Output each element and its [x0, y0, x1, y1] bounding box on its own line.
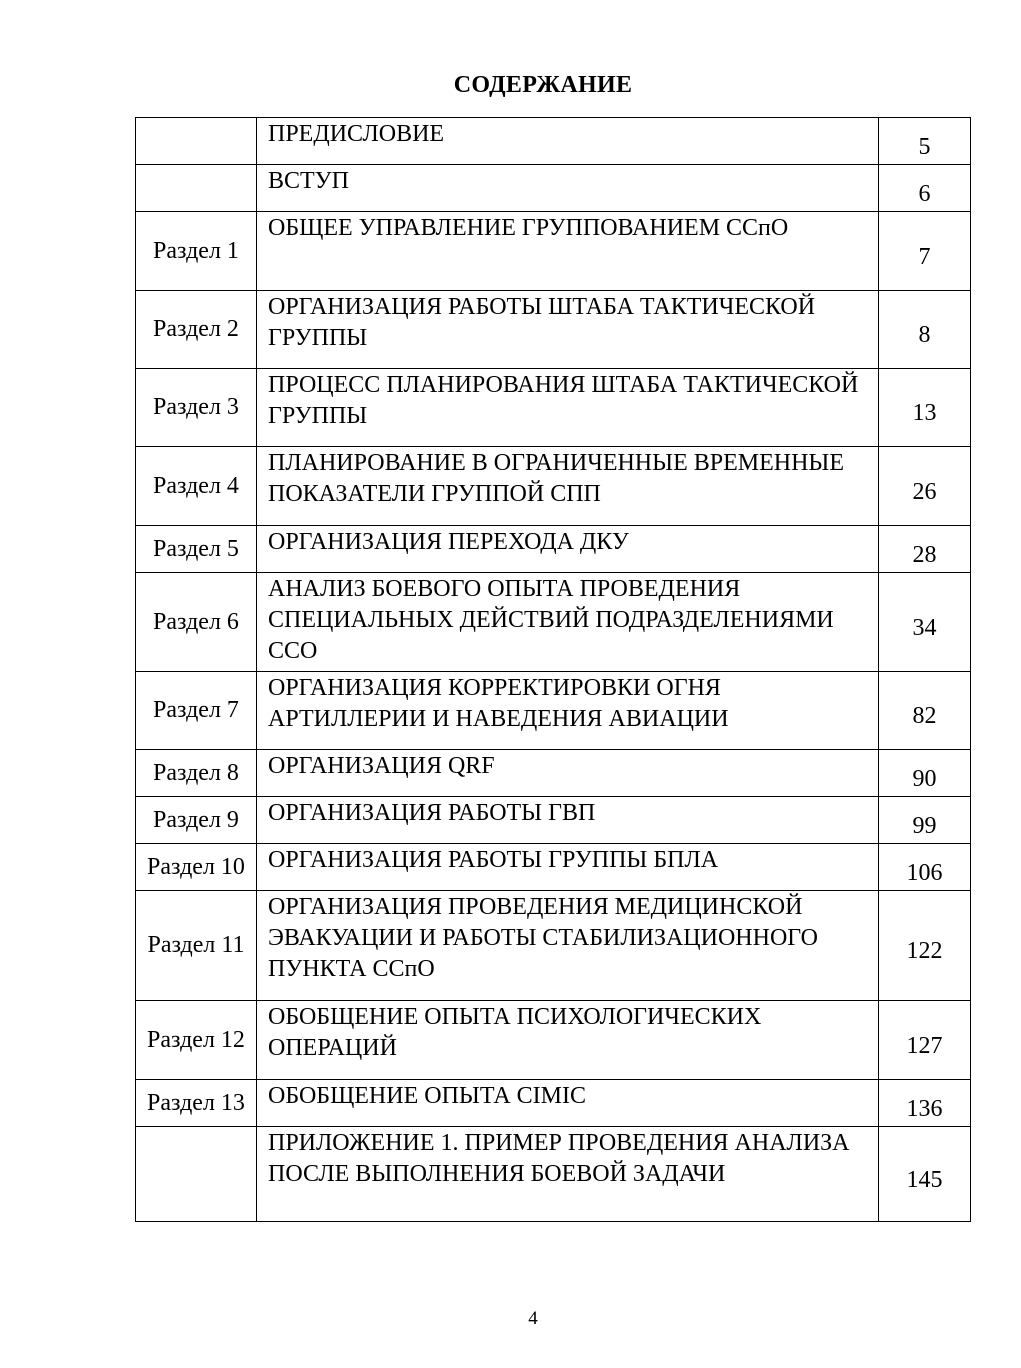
- toc-entry-title: АНАЛИЗ БОЕВОГО ОПЫТА ПРОВЕДЕНИЯ СПЕЦИАЛЬНЫХ ДЕЙСТВИЙ ПОДРАЗДЕЛЕНИЯМИ ССО: [257, 573, 879, 672]
- toc-entry-page: 99: [879, 797, 971, 844]
- table-row: [136, 844, 971, 891]
- section-label: Раздел 13: [136, 1080, 257, 1127]
- table-row: [136, 797, 971, 844]
- toc-entry-title: ОРГАНИЗАЦИЯ ПРОВЕДЕНИЯ МЕДИЦИНСКОЙ ЭВАКУАЦИИ И РАБОТЫ СТАБИЛИЗАЦИОННОГО ПУНКТА ССпО: [257, 891, 879, 1001]
- table-row: [136, 369, 971, 447]
- table-row: [136, 447, 971, 526]
- toc-table: [135, 117, 971, 1222]
- toc-entry-title: ОРГАНИЗАЦИЯ ПЕРЕХОДА ДКУ: [257, 526, 879, 573]
- toc-entry-page: 6: [879, 165, 971, 212]
- section-label: [136, 118, 257, 165]
- section-label: Раздел 9: [136, 797, 257, 844]
- toc-entry-page: 127: [879, 1001, 971, 1080]
- table-row: [136, 526, 971, 573]
- table-row: [136, 1001, 971, 1080]
- toc-entry-page: 13: [879, 369, 971, 447]
- table-row: [136, 118, 971, 165]
- section-label: Раздел 12: [136, 1001, 257, 1080]
- toc-entry-page: 136: [879, 1080, 971, 1127]
- toc-entry-page: 145: [879, 1127, 971, 1222]
- table-row: [136, 1080, 971, 1127]
- toc-entry-title: ОРГАНИЗАЦИЯ QRF: [257, 750, 879, 797]
- toc-entry-title: ОРГАНИЗАЦИЯ РАБОТЫ ГРУППЫ БПЛА: [257, 844, 879, 891]
- section-label: Раздел 3: [136, 369, 257, 447]
- toc-entry-page: 106: [879, 844, 971, 891]
- toc-entry-title: ОБОБЩЕНИЕ ОПЫТА CIMIC: [257, 1080, 879, 1127]
- toc-entry-title: ПРЕДИСЛОВИЕ: [257, 118, 879, 165]
- table-row: [136, 891, 971, 1001]
- toc-entry-page: 7: [879, 212, 971, 291]
- section-label: Раздел 10: [136, 844, 257, 891]
- section-label: Раздел 4: [136, 447, 257, 526]
- toc-entry-page: 8: [879, 291, 971, 369]
- table-row: [136, 165, 971, 212]
- table-row: [136, 750, 971, 797]
- toc-entry-page: 5: [879, 118, 971, 165]
- toc-entry-page: 122: [879, 891, 971, 1001]
- toc-entry-title: ОБЩЕЕ УПРАВЛЕНИЕ ГРУППОВАНИЕМ ССпО: [257, 212, 879, 291]
- toc-entry-page: 26: [879, 447, 971, 526]
- page-number: 4: [528, 1308, 538, 1329]
- section-label: Раздел 1: [136, 212, 257, 291]
- toc-entry-title: ОРГАНИЗАЦИЯ КОРРЕКТИРОВКИ ОГНЯ АРТИЛЛЕРИИ И НАВЕДЕНИЯ АВИАЦИИ: [257, 672, 879, 750]
- toc-entry-title: ПЛАНИРОВАНИЕ В ОГРАНИЧЕННЫЕ ВРЕМЕННЫЕ ПОКАЗАТЕЛИ ГРУППОЙ СПП: [257, 447, 879, 526]
- section-label: Раздел 7: [136, 672, 257, 750]
- toc-entry-page: 34: [879, 573, 971, 672]
- table-row: [136, 672, 971, 750]
- table-row: [136, 291, 971, 369]
- toc-entry-title: ОРГАНИЗАЦИЯ РАБОТЫ ГВП: [257, 797, 879, 844]
- section-label: Раздел 6: [136, 573, 257, 672]
- section-label: Раздел 11: [136, 891, 257, 1001]
- table-row: [136, 212, 971, 291]
- toc-entry-title: ОРГАНИЗАЦИЯ РАБОТЫ ШТАБА ТАКТИЧЕСКОЙ ГРУППЫ: [257, 291, 879, 369]
- toc-entry-title: ВСТУП: [257, 165, 879, 212]
- toc-entry-title: ОБОБЩЕНИЕ ОПЫТА ПСИХОЛОГИЧЕСКИХ ОПЕРАЦИЙ: [257, 1001, 879, 1080]
- toc-entry-title: ПРОЦЕСС ПЛАНИРОВАНИЯ ШТАБА ТАКТИЧЕСКОЙ ГРУППЫ: [257, 369, 879, 447]
- section-label: Раздел 2: [136, 291, 257, 369]
- table-row: [136, 573, 971, 672]
- toc-entry-page: 90: [879, 750, 971, 797]
- section-label: Раздел 5: [136, 526, 257, 573]
- table-row: [136, 1127, 971, 1222]
- toc-entry-page: 28: [879, 526, 971, 573]
- toc-entry-page: 82: [879, 672, 971, 750]
- section-label: [136, 165, 257, 212]
- section-label: Раздел 8: [136, 750, 257, 797]
- toc-entry-title: ПРИЛОЖЕНИЕ 1. ПРИМЕР ПРОВЕДЕНИЯ АНАЛИЗА ПОСЛЕ ВЫПОЛНЕНИЯ БОЕВОЙ ЗАДАЧИ: [257, 1127, 879, 1222]
- page-title: СОДЕРЖАНИЕ: [453, 72, 633, 98]
- section-label: [136, 1127, 257, 1222]
